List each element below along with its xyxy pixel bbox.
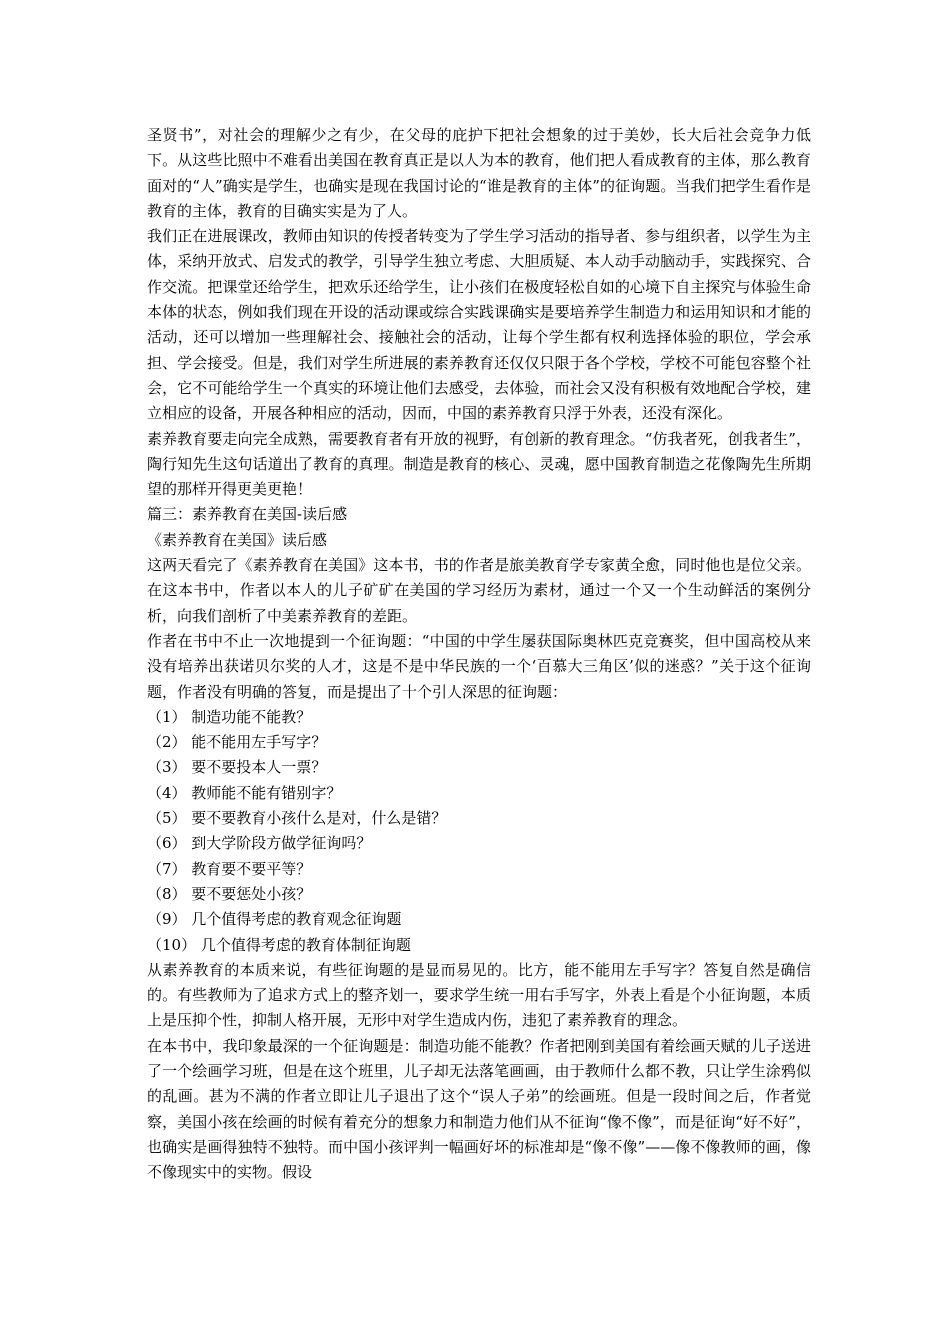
list-item: （9） 几个值得考虑的教育观念征询题	[147, 910, 402, 929]
paragraph-book-intro: 这两天看完了《素养教育在美国》这本书，书的作者是旅美教育学专家黄全愈，同时他也是位父亲。在这本书中，作者以本人的儿子矿矿在美国的学习经历为素材，通过一个又一个生动鲜活的案例分析，向我们剖析了中美素养教育的差距。	[147, 556, 811, 625]
list-item: （10） 几个值得考虑的教育体制征询题	[147, 935, 411, 954]
list-item: （8） 要不要惩处小孩？	[147, 884, 312, 903]
question-list	[147, 705, 811, 958]
paragraph-creativity: 在本书中，我印象最深的一个征询题是：制造功能不能教？作者把刚到美国有着绘画天赋的儿子送进了一个绘画学习班，但是在这个班里，儿子却无法落笔画画，由于教师什么都不教，只让学生涂鸦似的乱画。甚为不满的作者立即让儿子退出了这个“误人子弟”的绘画班。但是一段时间之后，作者觉察，美国小孩在绘画的时候有着充分的想象力和制造力他们从不征询“像不像”，而是征询“好不好”，也确实是画得独特不独特。而中国小孩评判一幅画好坏的标准却是“像不像”——像不像教师的画，像不像现实中的实物。假设	[147, 1036, 811, 1182]
list-item: （7） 教育要不要平等？	[147, 859, 312, 878]
list-item: （4） 教师能不能有错别字？	[147, 783, 342, 802]
book-title-line: 《素养教育在美国》读后感	[147, 530, 328, 549]
list-item: （1） 制造功能不能教？	[147, 707, 312, 726]
paragraph-question-intro: 作者在书中不止一次地提到一个征询题：“中国的中学生屡获国际奥林匹克竞赛奖，但中国高校从来没有培养出获诺贝尔奖的人才，这是不是中华民族的一个‘百慕大三角区’似的迷惑？”关于这个征询题，作者没有明确的答复，而是提出了十个引人深思的征询题：	[147, 631, 811, 701]
document-body	[147, 123, 811, 1185]
list-item: （3） 要不要投本人一票？	[147, 758, 327, 777]
paragraph-curriculum-reform: 我们正在进展课改，教师由知识的传授者转变为了学生学习活动的指导者、参与组织者，以学生为主体，采纳开放式、启发式的教学，引导学生独立考虑、大胆质疑、本人动手动脑动手，实践探究、合作交流。把课堂还给学生，把欢乐还给学生，让小孩们在极度轻松自如的心境下自主探究与体验生命本体的状态，例如我们现在开设的活动课或综合实践课确实是要培养学生制造力和运用知识和才能的活动，还可以增加一些理解社会、接触社会的活动，让每个学生都有权利选择体验的职位，学会承担、学会接受。但是，我们对学生所进展的素养教育还仅仅只限于各个学校，学校不可能包容整个社会，它不可能给学生一个真实的环境让他们去感受，去体验，而社会又没有积极有效地配合学校，建立相应的设备，开展各种相应的活动，因而，中国的素养教育只浮于外表，还没有深化。	[147, 227, 811, 423]
paragraph-continuation: 圣贤书”，对社会的理解少之有少，在父母的庇护下把社会想象的过于美妙，长大后社会竞争力低下。从这些比照中不难看出美国在教育真正是以人为本的教育，他们把人看成教育的主体，那么教育面对的“人”确实是学生，也确实是现在我国讨论的“谁是教育的主体”的征询题。当我们把学生看作是教育的主体，教育的目确实实是为了人。	[147, 126, 811, 220]
list-item: （5） 要不要教育小孩什么是对，什么是错？	[147, 809, 447, 828]
section-heading: 篇三：素养教育在美国-读后感	[147, 505, 348, 524]
paragraph-left-hand: 从素养教育的本质来说，有些征询题的是显而易见的。比方，能不能用左手写字？答复自然是确信的。有些教师为了追求方式上的整齐划一，要求学生统一用右手写字，外表上看是个小征询题，本质上是压抑个性，抑制人格开展，无形中对学生造成内伤，违犯了素养教育的理念。	[147, 960, 811, 1030]
paragraph-conclusion: 素养教育要走向完全成熟，需要教育者有开放的视野，有创新的教育理念。“仿我者死，创我者生”，陶行知先生这句话道出了教育的真理。制造是教育的核心、灵魂，愿中国教育制造之花像陶先生所期望的那样开得更美更艳！	[147, 429, 811, 499]
list-item: （6） 到大学阶段方做学征询吗？	[147, 834, 372, 853]
list-item: （2） 能不能用左手写字？	[147, 733, 327, 752]
